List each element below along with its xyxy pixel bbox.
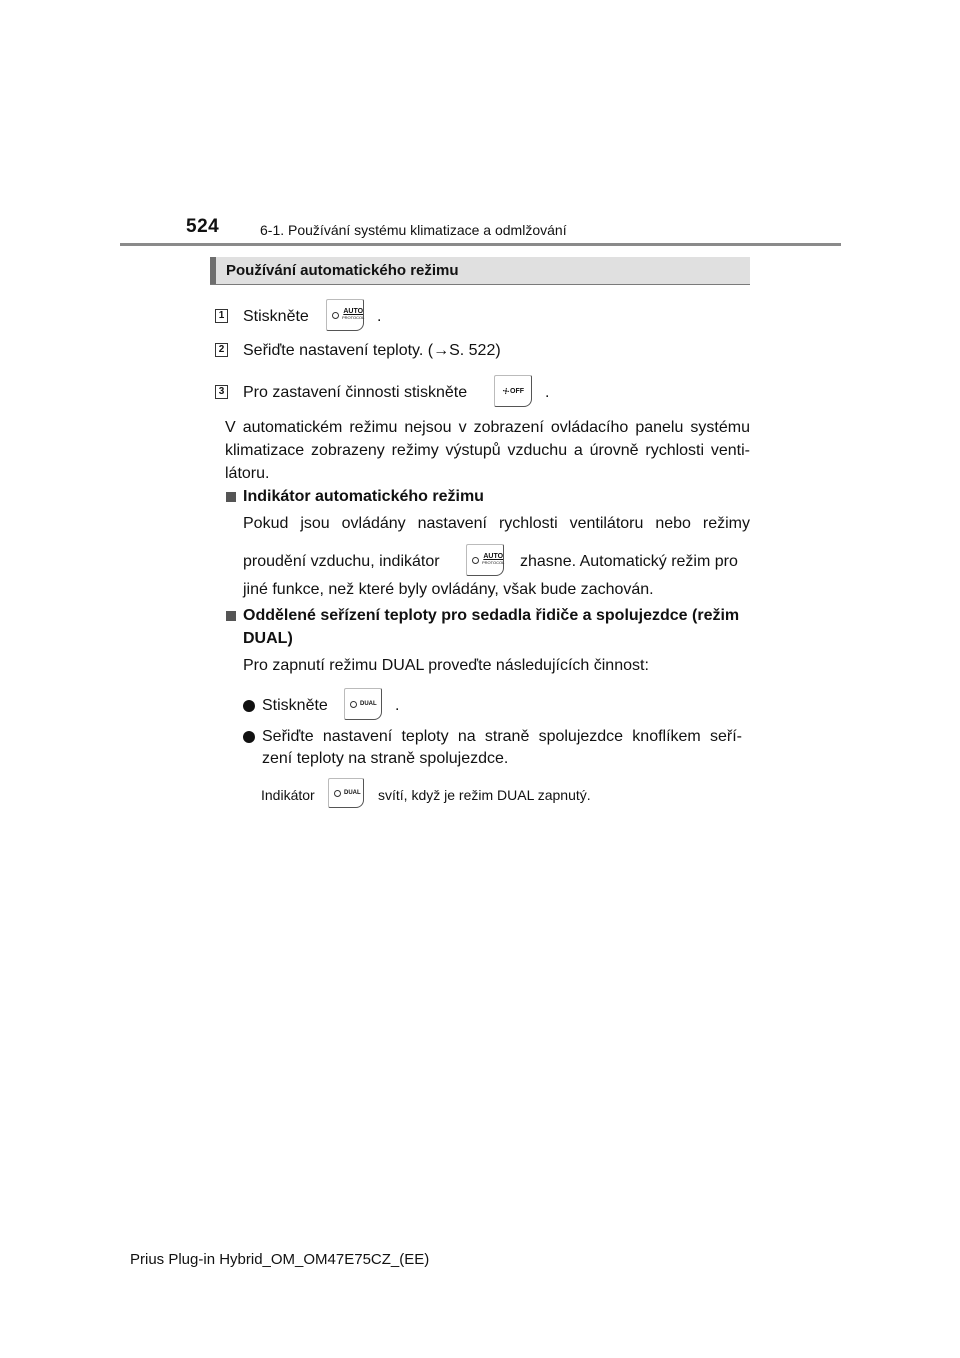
dot-bullet-icon bbox=[243, 700, 255, 712]
fan-icon bbox=[502, 387, 510, 395]
subsection-2-title-line-2: DUAL) bbox=[243, 630, 293, 647]
off-button-label: OFF bbox=[510, 387, 524, 395]
note-line-3: látoru. bbox=[225, 465, 270, 482]
bullet-1-suffix: . bbox=[395, 697, 400, 714]
dual-button-label: DUAL bbox=[360, 701, 377, 707]
subsection-1-line-2-before: proudění vzduchu, indikátor bbox=[243, 553, 440, 570]
subsection-2-intro: Pro zapnutí režimu DUAL proveďte následujících činnost: bbox=[243, 657, 649, 674]
subsection-1-line-1: Pokud jsou ovládány nastavení rychlosti ventilátoru nebo režimy bbox=[243, 515, 750, 532]
step-3-suffix: . bbox=[545, 384, 550, 401]
bullet-2-line-2: zení teploty na straně spolujezdce. bbox=[262, 750, 509, 767]
step-1-suffix: . bbox=[377, 308, 382, 325]
note-line-2: klimatizace zobrazeny režimy výstupů vzduchu a úrovně rychlosti venti- bbox=[225, 442, 750, 459]
step-number-1: 1 bbox=[215, 309, 228, 323]
led-icon bbox=[472, 557, 479, 564]
step-2-text-main: Seřiďte nastavení teploty. ( bbox=[243, 342, 434, 359]
page-number: 524 bbox=[186, 216, 220, 237]
step-number-2: 2 bbox=[215, 343, 228, 357]
section-heading-bar bbox=[210, 257, 216, 284]
square-bullet-icon bbox=[226, 611, 236, 621]
auto-indicator-sublabel: PROTOCOL bbox=[482, 560, 505, 565]
footer-document-id: Prius Plug-in Hybrid_OM_OM47E75CZ_(EE) bbox=[130, 1251, 430, 1268]
subsection-1-line-3: jiné funkce, než které byly ovládány, však bude zachován. bbox=[243, 581, 654, 598]
indicator-note-after: svítí, když je režim DUAL zapnutý. bbox=[378, 787, 591, 803]
step-1-text: Stiskněte bbox=[243, 308, 309, 325]
header-rule bbox=[120, 243, 841, 246]
bullet-2-line-1: Seřiďte nastavení teploty na straně spolujezdce knoflíkem seří- bbox=[262, 728, 742, 745]
led-icon bbox=[350, 701, 357, 708]
chapter-title: 6-1. Používání systému klimatizace a odmlžování bbox=[260, 222, 567, 238]
auto-button-sublabel: PROTOCOL bbox=[342, 315, 365, 320]
off-button-icon bbox=[494, 375, 532, 407]
led-icon bbox=[334, 790, 341, 797]
subsection-1-title: Indikátor automatického režimu bbox=[243, 488, 484, 505]
bullet-1-text: Stiskněte bbox=[262, 697, 328, 714]
step-3-text: Pro zastavení činnosti stiskněte bbox=[243, 384, 468, 401]
dot-bullet-icon bbox=[243, 731, 255, 743]
note-paragraph bbox=[225, 416, 750, 485]
step-2-text bbox=[243, 341, 501, 361]
auto-indicator-label: AUTO bbox=[483, 553, 504, 560]
led-icon bbox=[332, 312, 339, 319]
section-heading-text: Používání automatického režimu bbox=[226, 262, 459, 279]
note-line-1: V automatickém režimu nejsou v zobrazení ovládacího panelu systému bbox=[225, 419, 750, 436]
page-reference: S. 522) bbox=[449, 342, 501, 359]
auto-indicator-icon bbox=[466, 544, 504, 576]
dual-indicator-label: DUAL bbox=[344, 790, 361, 796]
subsection-2-title-line-1: Oddělené seřízení teploty pro sedadla řidiče a spolujezdce (režim bbox=[243, 607, 740, 624]
indicator-note-before: Indikátor bbox=[261, 787, 315, 803]
auto-button-label: AUTO bbox=[343, 308, 364, 315]
auto-button-icon bbox=[326, 299, 364, 331]
arrow-icon: → bbox=[433, 342, 450, 359]
section-heading bbox=[210, 257, 750, 285]
dual-indicator-icon bbox=[328, 778, 364, 808]
dual-button-icon bbox=[344, 688, 382, 720]
subsection-1-line-2-after: zhasne. Automatický režim pro bbox=[520, 553, 738, 570]
step-number-3: 3 bbox=[215, 385, 228, 399]
square-bullet-icon bbox=[226, 492, 236, 502]
